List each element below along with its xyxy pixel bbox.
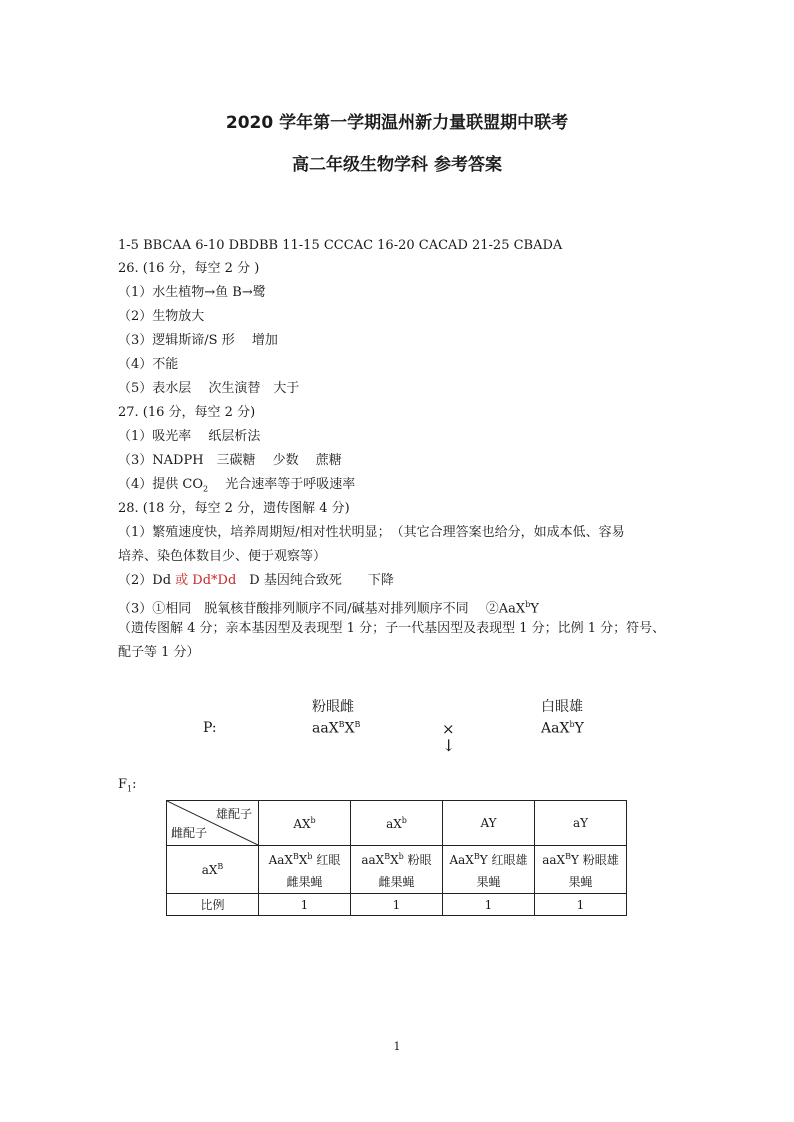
ratio-1: 1 bbox=[259, 894, 351, 916]
male-gamete-label: 雄配子 bbox=[215, 807, 252, 821]
punnett-table bbox=[166, 800, 627, 916]
q27-a3: （3）NADPH 三碳糖 少数 蔗糖 bbox=[118, 453, 342, 468]
male-gamete-4: aY bbox=[535, 801, 627, 846]
female-gamete: $aX^B$ bbox=[167, 846, 259, 894]
q27-a1: （1）吸光率 纸层析法 bbox=[118, 429, 261, 444]
male-phenotype: 白眼雄 bbox=[541, 699, 583, 715]
ratio-label: 比例 bbox=[167, 894, 259, 916]
q26-a2: （2）生物放大 bbox=[118, 309, 205, 324]
cross-symbol: × bbox=[442, 720, 455, 738]
female-gamete-label: 雌配子 bbox=[171, 826, 208, 840]
mc-answers: 1-5 BBCAA 6-10 DBDBB 11-15 CCCAC 16-20 CACAD 21-25 CBADA bbox=[118, 238, 563, 253]
p-label: P: bbox=[203, 720, 217, 736]
doc-title: 2020 学年第一学期温州新力量联盟期中联考 bbox=[225, 113, 569, 133]
male-gamete-1: $AX^b$ bbox=[259, 801, 351, 846]
male-gamete-3: AY bbox=[443, 801, 535, 846]
q26-a4: （4）不能 bbox=[118, 357, 179, 372]
page-number: 1 bbox=[393, 1040, 401, 1053]
q28-a1-line1: （1）繁殖速度快，培养周期短/相对性状明显； （其它合理答案也给分，如成本低、容易 bbox=[118, 525, 625, 540]
offspring-cell-4: aaX$^B$Y 粉眼雄 果蝇 bbox=[535, 846, 627, 894]
f1-label: $F_1$: bbox=[118, 777, 137, 794]
female-phenotype: 粉眼雌 bbox=[312, 699, 354, 715]
down-arrow: ↓ bbox=[442, 736, 456, 755]
q28-a3: （3）①相同 脱氧核苷酸排列顺序不同/碱基对排列顺序不同 ②AaX$^b$Y bbox=[118, 600, 539, 617]
offspring-cell-2: $aaX^BX^b$ 粉眼 雌果蝇 bbox=[351, 846, 443, 894]
q28-note-line1: （遗传图解 4 分；亲本基因型及表现型 1 分；子一代基因型及表现型 1 分；比例 1 分；符号、 bbox=[118, 621, 666, 636]
q26-a5: （5）表水层 次生演替 大于 bbox=[118, 381, 300, 396]
ratio-4: 1 bbox=[535, 894, 627, 916]
q28-head: 28. (18 分，每空 2 分，遗传图解 4 分) bbox=[118, 501, 350, 516]
q26-head: 26. (16 分，每空 2 分 ) bbox=[118, 261, 260, 276]
doc-subtitle: 高二年级生物学科 参考答案 bbox=[292, 155, 502, 175]
offspring-cell-1: $AaX^BX^b$ 红眼 雌果蝇 bbox=[259, 846, 351, 894]
q28-note-line2: 配子等 1 分） bbox=[118, 645, 200, 660]
ratio-3: 1 bbox=[443, 894, 535, 916]
table-corner bbox=[167, 801, 259, 846]
q26-a1: （1）水生植物→鱼 B→鹭 bbox=[118, 285, 266, 300]
q28-a1-line2: 培养、染色体数目少、便于观察等） bbox=[118, 549, 327, 564]
male-gamete-2: $aX^b$ bbox=[351, 801, 443, 846]
q26-a3: （3）逻辑斯谛/S 形 增加 bbox=[118, 333, 278, 348]
ratio-2: 1 bbox=[351, 894, 443, 916]
q27-head: 27. (16 分，每空 2 分) bbox=[118, 405, 256, 420]
q28-a2: （2）Dd 或 Dd*Dd D 基因纯合致死 下降 bbox=[118, 573, 394, 588]
female-genotype: $aaX^BX^B$ bbox=[312, 720, 361, 737]
offspring-cell-3: AaX$^B$Y 红眼雄 果蝇 bbox=[443, 846, 535, 894]
male-genotype: AaX$^b$Y bbox=[541, 720, 584, 737]
q27-a4: （4）提供 $CO_2$ 光合速率等于呼吸速率 bbox=[118, 477, 356, 494]
